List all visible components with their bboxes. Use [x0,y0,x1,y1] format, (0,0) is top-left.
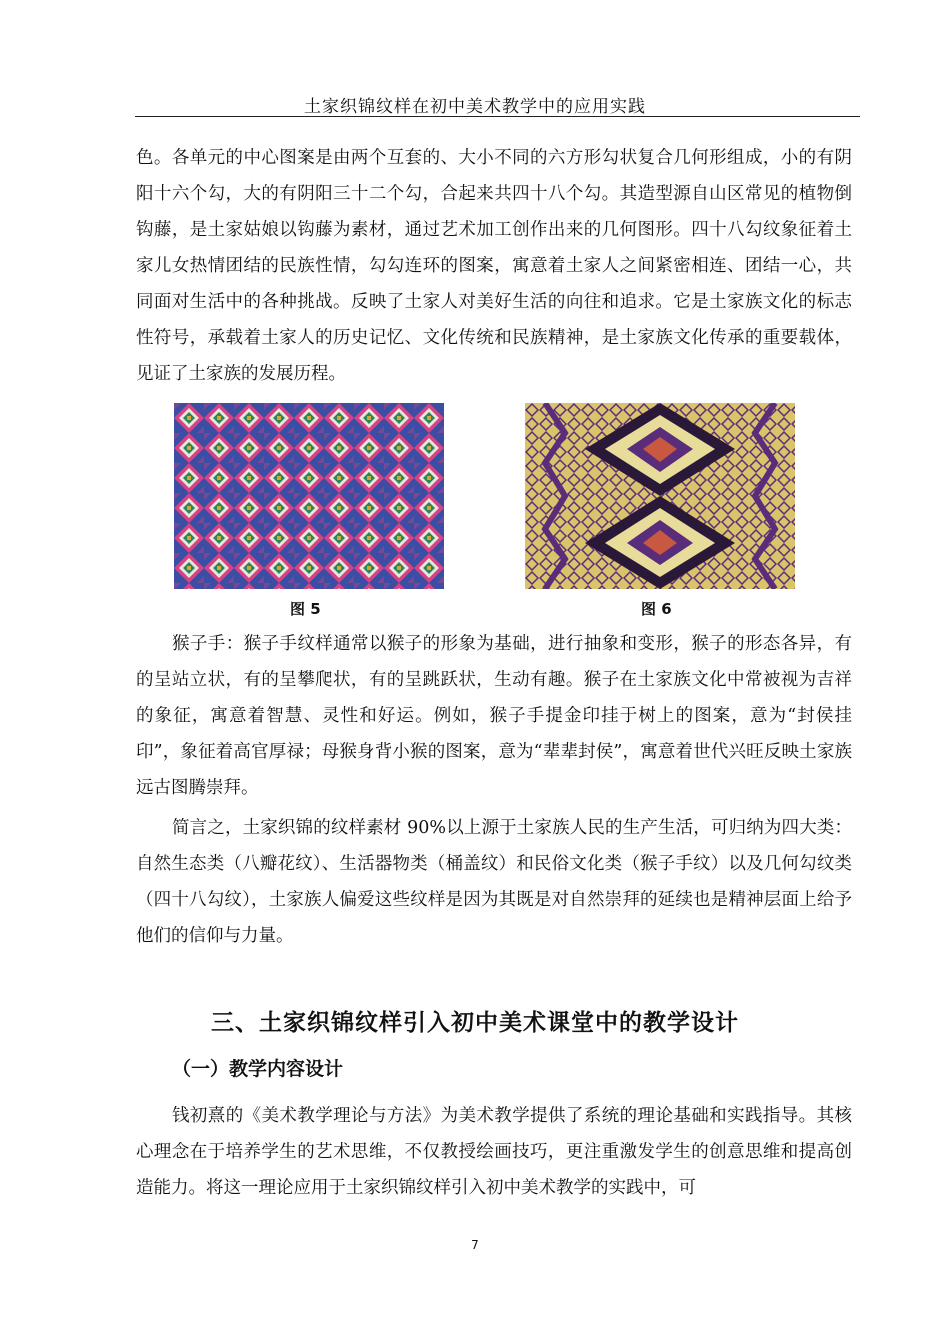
paragraph-forty-eight-hooks: 色。各单元的中心图案是由两个互套的、大小不同的六方形勾状复合几何形组成，小的有阴阳十六个勾，大的有阴阳三十二个勾，合起来共四十八个勾。其造型源自山区常见的植物倒钩藤，是土家姑娘以钩藤为素材，通过艺术加工创作出来的几何图形。四十八勾纹象征着土家儿女热情团结的民族性情，勾勾连环的图案，寓意着土家人之间紧密相连、团结一心，共同面对生活中的各种挑战。反映了土家人对美好生活的向往和追求。它是土家族文化的标志性符号，承载着土家人的历史记忆、文化传统和民族精神，是土家族文化传承的重要载体，见证了土家族的发展历程。 [136,148,852,384]
brocade-pattern-6 [525,403,795,589]
paragraph-monkey-hand: 猴子手：猴子手纹样通常以猴子的形象为基础，进行抽象和变形，猴子的形态各异，有的呈站立状，有的呈攀爬状，有的呈跳跃状，生动有趣。猴子在土家族文化中常被视为吉祥的象征，寓意着智慧、灵性和好运。例如，猴子手提金印挂于树上的图案，意为“封侯挂印”，象征着高官厚禄；母猴身背小猴的图案，意为“辈辈封侯”，寓意着世代兴旺反映土家族远古图腾崇拜。 [136,634,852,798]
figure-6-caption: 图 6 [641,600,672,618]
header-divider [135,116,860,117]
section-heading: 三、土家织锦纹样引入初中美术课堂中的教学设计 [211,1010,739,1036]
figure-5-caption: 图 5 [290,600,321,618]
subsection-heading: （一）教学内容设计 [172,1058,344,1080]
paragraph-summary: 简言之，土家织锦的纹样素材 90%以上源于土家族人民的生产生活，可归纳为四大类：自然生态类（八瓣花纹）、生活器物类（桶盖纹）和民俗文化类（猴子手纹）以及几何勾纹类（四十八勾纹），土家族人偏爱这些纹样是因为其既是对自然崇拜的延续也是精神层面上给予他们的信仰与力量。 [136,818,852,946]
brocade-pattern-5 [174,403,444,589]
figure-6-brocade-image [525,403,795,589]
paragraph-teaching-theory: 钱初熹的《美术教学理论与方法》为美术教学提供了系统的理论基础和实践指导。其核心理念在于培养学生的艺术思维，不仅教授绘画技巧，更注重激发学生的创意思维和提高创造能力。将这一理论应用于土家织锦纹样引入初中美术教学的实践中，可 [136,1106,852,1198]
running-header: 土家织锦纹样在初中美术教学中的应用实践 [304,97,646,117]
page-number: 7 [471,1238,479,1252]
figure-5-brocade-image [174,403,444,589]
